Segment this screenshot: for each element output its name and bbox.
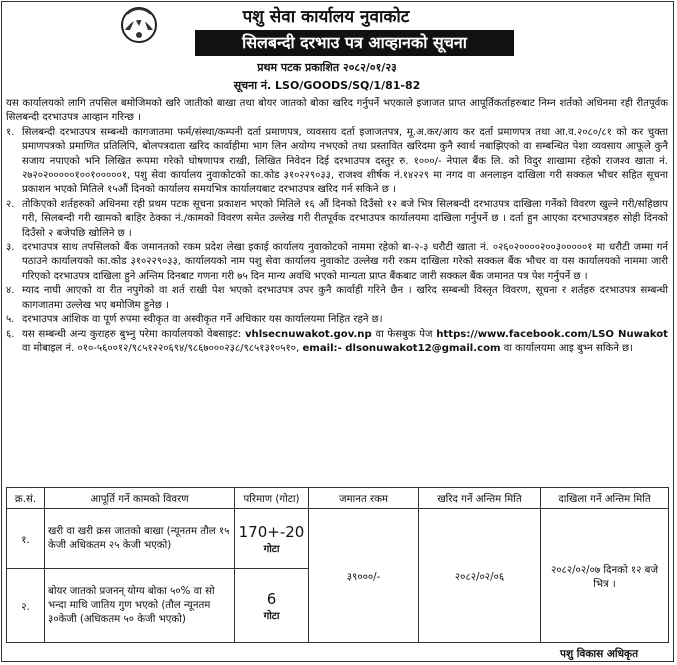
serial-number: २. [7, 569, 45, 643]
notice-banner: सिलबन्दी दरभाउ पत्र आव्हानको सूचना [195, 30, 514, 56]
first-published-date: प्रथम पटक प्रकाशित २०८२/०१/२३ [257, 61, 397, 74]
column-header: क्र.सं. [7, 488, 45, 509]
condition-text: तोकिएको शर्तहरुको अधिनमा रही प्रथम पटक सूचना प्रकाशन भएको मितिले १६ औं दिनको दिउँसो १२ बजे भित्र सिलबन्दी दरभाउपत्र दाखिला गर्नेको विवरण खुल्ने गरी/सहिछाप गरी, सिलबन्दी गरी खामको बाहिर ठेक्का नं./कामको विवरण समेत उल्लेख गरी रीतपूर्वक दरभाउपत्र कार्यालयमा दाखिला गर्नुपर्ने छ । दर्ता हुन आएका दरभाउपत्रहरु सोही दिनको दिउँसो २ बजेपछि खोलिने छ । [22, 198, 668, 239]
notice-number: सूचना नं. LSO/GOODS/SQ/1/81-82 [233, 79, 421, 92]
quantity-unit: गोटा [263, 610, 280, 622]
condition-text: दरभाउपत्र साथ तपसिलको बैंक जमानतको रकम प्रदेश लेखा इकाई कार्यालय नुवाकोटको नाममा रहेको बा-२-३ धरौटी खाता नं. ०२६०२००००२००३०००००१ मा धरौटी जम्मा गर्न पठाउने कार्यालयको का.कोड ३१०२२९०३३, कार्यालयको नाम पशु सेवा कार्यालय नुवाकोट उल्लेख गरी रकम दाखिला गरेको सक्कल बैंक भौचर वा यस कार्यालयको नाममा जारी गरिएको दरभाउपत्र दाखिला हुने अन्तिम दिनबाट गणना गरी ७५ दिन मान्य अवधि भएको मान्यता प्राप्त बैंकबाट जारी सक्कल बैंक जमानत पत्र पेश गर्नुपर्ने छ । [22, 242, 668, 282]
column-header: जमानत रकम [309, 488, 419, 509]
office-title: पशु सेवा कार्यालय नुवाकोट [242, 7, 410, 27]
column-header: आपूर्ति गर्ने कामको विवरण [45, 488, 235, 509]
quantity-value: 6 [266, 589, 277, 608]
intro-paragraph: यस कार्यालयको लागि तपसिल बमोजिमको खरि जातीको बाखा तथा बोयर जातको बोका खरिद गर्नुपर्ने भएकाले इजाजत प्राप्त आपूर्तिकर्ताहरुबाट निम्न शर्तको अधिनमा रही रीतपूर्वक सिलबन्दी दरभाउपत्र आव्हान गरिन्छ । [6, 98, 668, 124]
condition-item [6, 241, 668, 284]
column-header: परिमाण (गोटा) [235, 488, 309, 509]
serial-number: १. [7, 509, 45, 569]
email-label: email:- [302, 342, 346, 354]
nepal-government-emblem-icon [119, 4, 159, 44]
contact-text-part: यस सम्बन्धी अन्य कुराहरु बुभ्नु परेमा कार्यालयको वेबसाइट: [22, 328, 245, 340]
condition-number: २. [6, 198, 15, 210]
purchase-deadline: २०८२/०२/०६ [419, 509, 541, 643]
schedule-table [6, 487, 669, 643]
condition-text: म्याद नाघी आएको वा रीत नपुगेको वा शर्त राखी पेश भएको दरभाउपत्र उपर कुनै कार्वाही गरिने छैन । खरिद सम्बन्धी विस्तृत विवरण, सूचना र शर्तहरु दरभाउपत्र सम्बन्धी कागजातमा उल्लेख भए बमोजिम हुनेछ । [22, 285, 668, 311]
signature-title: पशु विकास अधिकृत [560, 648, 639, 660]
condition-number: ३. [6, 242, 15, 254]
condition-item [6, 126, 668, 198]
notice-body [6, 97, 668, 356]
contact-item [6, 328, 668, 357]
item-description: खरी वा खरी क्रस जातको बाखा (न्यूनतम तौल १५ केजी अधिकतम २५ केजी भएको) [45, 509, 235, 569]
condition-number: ६. [6, 328, 15, 340]
contact-text-part: वा मोबाइल नं. ०१०-५६००१२/९८५१२२०६९४/९८६७०००२३८/९८५१३१०५१०, [22, 342, 303, 354]
contact-text [22, 328, 668, 357]
submission-deadline: २०८२/०२/०७ दिनको १२ बजे भित्र । [541, 509, 669, 643]
table-header-row [7, 488, 669, 509]
facebook-link[interactable]: https://www.facebook.com/LSO Nuwakot [436, 328, 668, 340]
contact-text-part: वा फेसबुक पेज [371, 328, 437, 340]
column-header: खरिद गर्ने अन्तिम मिति [419, 488, 541, 509]
condition-item [6, 198, 668, 241]
condition-number: ४. [6, 285, 15, 297]
table-row [7, 509, 669, 569]
condition-number: ५. [6, 314, 15, 326]
condition-text: सिलबन्दी दरभाउपत्र सम्बन्धी कागजातमा फर्म/संस्था/कम्पनी दर्ता प्रमाणपत्र, व्यवसाय दर्ता इजाजतपत्र, मू.अ.कर/आय कर दर्ता प्रमाणपत्र तथा आ.व.२०८०/८१ को कर चुक्ता प्रमाणपत्रको प्रमाणित प्रतिलिपि, बोलपत्रदाता खरिद कार्वाहीमा भाग लिन अयोग्य नभएको तथा प्रस्तावित खरिदमा कुनै स्वार्थ नबाझिएको वा सम्बन्धित पेशा व्यवसाय आफूले कुनै सजाय नपाएको भनि लिखित रूपमा गरेको घोषणापत्र राखी, लिखित निवेदन दिई दरभाउपत्र दस्तुर रु. १०००/- नेपाल बैंक लि. को विदुर शाखामा रहेको राजश्व खाता नं. २७२०२०००००१००१०००००१, पशु सेवा कार्यालय नुवाकोटको का.कोड ३१०२२९०३३, राजश्व शीर्षक नं.१४२२९ मा नगद वा अनलाइन दाखिला गरी सक्कल भौचर सहित सूचना प्रकाशन भएको मितिले १५औं दिनको कार्यालय समयभित्र कार्यालयबाट दरभाउपत्र खरिद गर्न सकिने छ । [22, 126, 668, 196]
contact-text-part: वा कार्यालयमा आइ बुभ्न सकिने छ। [500, 342, 633, 354]
condition-item [6, 284, 668, 313]
quantity-value: 170+-20 [238, 522, 305, 541]
column-header: दाखिला गर्ने अन्तिम मिति [541, 488, 669, 509]
email-link[interactable]: dlsonuwakot12@gmail.com [345, 342, 501, 354]
quantity-unit: गोटा [263, 543, 280, 555]
website-link[interactable]: vhlsecnuwakot.gov.np [244, 328, 372, 340]
quantity-cell [235, 569, 309, 643]
quantity-cell [235, 509, 309, 569]
condition-text: दरभाउपत्र आंशिक वा पूर्ण रुपमा स्वीकृत वा अस्वीकृत गर्ने अधिकार यस कार्यालयमा निहित रहने छ। [22, 314, 383, 326]
condition-item [6, 313, 668, 327]
item-description: बोयर जातको प्रजनन् योग्य बोका ५०% वा सो भन्दा माथि जातिय गुण भएको (तौल न्यूनतम ३०केजी (अधिकतम ५० केजी भएको) [45, 569, 235, 643]
deposit-amount: ३९०००/- [309, 509, 419, 643]
condition-number: १. [6, 126, 15, 138]
